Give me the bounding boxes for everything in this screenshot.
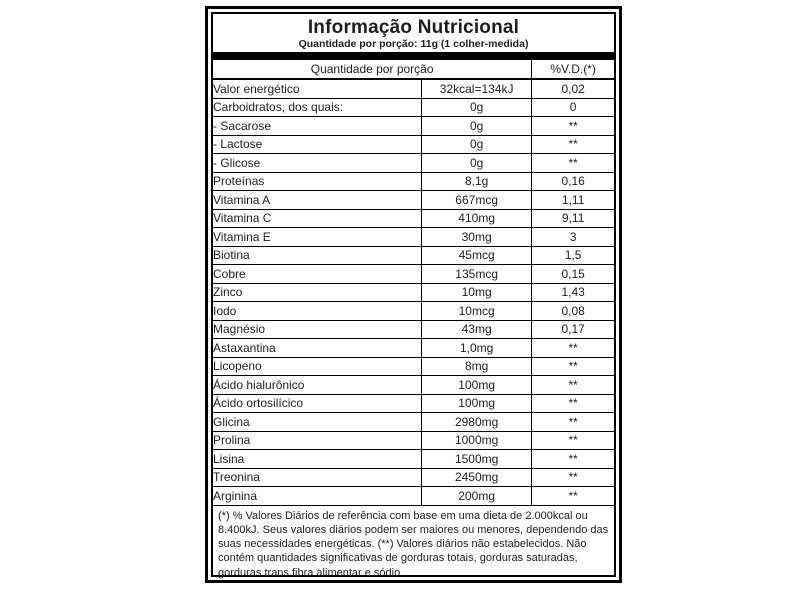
nutrient-amount: 2980mg <box>422 413 532 432</box>
nutrient-name: Ácido hialurônico <box>213 376 422 395</box>
nutrient-dv: ** <box>532 339 614 358</box>
nutrient-name: Treonina <box>213 468 422 487</box>
nutrient-name: - Lactose <box>213 135 422 154</box>
table-row <box>213 98 614 117</box>
nutrient-amount: 45mcg <box>422 246 532 265</box>
nutrient-amount: 32kcal=134kJ <box>422 79 532 98</box>
nutrient-dv: 1,11 <box>532 191 614 210</box>
label-title: Informação Nutricional <box>307 17 520 38</box>
nutrient-amount: 8mg <box>422 357 532 376</box>
table-header-row <box>213 60 614 79</box>
table-row <box>213 79 614 98</box>
table-row <box>213 450 614 469</box>
nutrient-dv: ** <box>532 450 614 469</box>
dv-column-header: %V.D.(*) <box>532 60 614 79</box>
nutrient-name: Licopeno <box>213 357 422 376</box>
nutrient-amount: 100mg <box>422 376 532 395</box>
table-row <box>213 265 614 284</box>
table-row <box>213 394 614 413</box>
nutrient-name: - Glicose <box>213 154 422 173</box>
table-row <box>213 135 614 154</box>
nutrient-name: Iodo <box>213 302 422 321</box>
nutrient-name: Vitamina E <box>213 228 422 247</box>
nutrient-amount: 1000mg <box>422 431 532 450</box>
nutrient-dv: ** <box>532 468 614 487</box>
nutrient-amount: 10mg <box>422 283 532 302</box>
nutrient-amount: 1500mg <box>422 450 532 469</box>
nutrient-dv: ** <box>532 357 614 376</box>
table-row <box>213 191 614 210</box>
nutrient-name: Glicina <box>213 413 422 432</box>
table-row <box>213 487 614 506</box>
divider-bar <box>213 53 614 60</box>
nutrient-amount: 0g <box>422 135 532 154</box>
nutrient-dv: 0,16 <box>532 172 614 191</box>
table-row <box>213 431 614 450</box>
nutrient-name: Lisina <box>213 450 422 469</box>
table-row <box>213 246 614 265</box>
table-row <box>213 468 614 487</box>
nutrient-amount: 43mg <box>422 320 532 339</box>
table-row <box>213 320 614 339</box>
nutrient-amount: 0g <box>422 154 532 173</box>
nutrient-name: Vitamina C <box>213 209 422 228</box>
nutrient-amount: 2450mg <box>422 468 532 487</box>
nutrient-dv: 0 <box>532 98 614 117</box>
nutrient-dv: ** <box>532 117 614 136</box>
nutrient-dv: 0,17 <box>532 320 614 339</box>
nutrient-dv: ** <box>532 135 614 154</box>
footnote-text: (*) % Valores Diários de referência com base em uma dieta de 2.000kcal ou 8.400kJ. Seus valores diários podem ser maiores ou menores, dependendo das suas necessidades energéticas. (**) Valores diários não estabelecidos. Não contém quantidades significativas de gorduras totais, gorduras saturadas, gorduras trans fibra alimentar e sódio. <box>218 509 609 579</box>
nutrient-name: Magnésio <box>213 320 422 339</box>
amount-column-header: Quantidade por porção <box>213 60 532 79</box>
nutrition-label <box>211 12 616 577</box>
table-row <box>213 154 614 173</box>
table-row <box>213 413 614 432</box>
nutrient-dv: 0,08 <box>532 302 614 321</box>
table-row <box>213 376 614 395</box>
table-row <box>213 172 614 191</box>
nutrient-name: - Sacarose <box>213 117 422 136</box>
nutrient-name: Astaxantina <box>213 339 422 358</box>
label-subtitle: Quantidade por porção: 11g (1 colher-medida) <box>298 38 529 50</box>
table-row <box>213 117 614 136</box>
table-row <box>213 209 614 228</box>
nutrient-name: Prolina <box>213 431 422 450</box>
nutrient-amount: 10mcg <box>422 302 532 321</box>
nutrient-dv: ** <box>532 394 614 413</box>
title-section <box>213 14 614 53</box>
nutrient-name: Carboidratos, dos quais: <box>213 98 422 117</box>
nutrition-label-frame <box>205 6 622 583</box>
table-row <box>213 357 614 376</box>
table-row <box>213 228 614 247</box>
table-row <box>213 283 614 302</box>
nutrient-dv: ** <box>532 413 614 432</box>
nutrient-dv: 3 <box>532 228 614 247</box>
table-row <box>213 302 614 321</box>
nutrient-dv: 0,02 <box>532 79 614 98</box>
nutrient-amount: 100mg <box>422 394 532 413</box>
nutrient-amount: 1,0mg <box>422 339 532 358</box>
nutrient-amount: 410mg <box>422 209 532 228</box>
table-row <box>213 339 614 358</box>
nutrient-name: Ácido ortosilícico <box>213 394 422 413</box>
nutrient-amount: 200mg <box>422 487 532 506</box>
nutrient-rows <box>213 79 614 505</box>
nutrient-name: Proteínas <box>213 172 422 191</box>
nutrient-dv: 1,5 <box>532 246 614 265</box>
nutrient-name: Valor energético <box>213 79 422 98</box>
nutrient-dv: ** <box>532 154 614 173</box>
nutrient-dv: ** <box>532 376 614 395</box>
nutrient-name: Cobre <box>213 265 422 284</box>
nutrient-amount: 667mcg <box>422 191 532 210</box>
nutrient-name: Biotina <box>213 246 422 265</box>
nutrition-table <box>213 60 614 506</box>
nutrient-amount: 0g <box>422 98 532 117</box>
nutrient-name: Zinco <box>213 283 422 302</box>
nutrient-dv: ** <box>532 487 614 506</box>
nutrient-dv: 9,11 <box>532 209 614 228</box>
nutrient-amount: 0g <box>422 117 532 136</box>
nutrient-name: Vitamina A <box>213 191 422 210</box>
nutrient-amount: 135mcg <box>422 265 532 284</box>
nutrient-dv: ** <box>532 431 614 450</box>
nutrient-amount: 8,1g <box>422 172 532 191</box>
nutrient-name: Arginina <box>213 487 422 506</box>
nutrient-amount: 30mg <box>422 228 532 247</box>
nutrient-dv: 0,15 <box>532 265 614 284</box>
nutrient-dv: 1,43 <box>532 283 614 302</box>
